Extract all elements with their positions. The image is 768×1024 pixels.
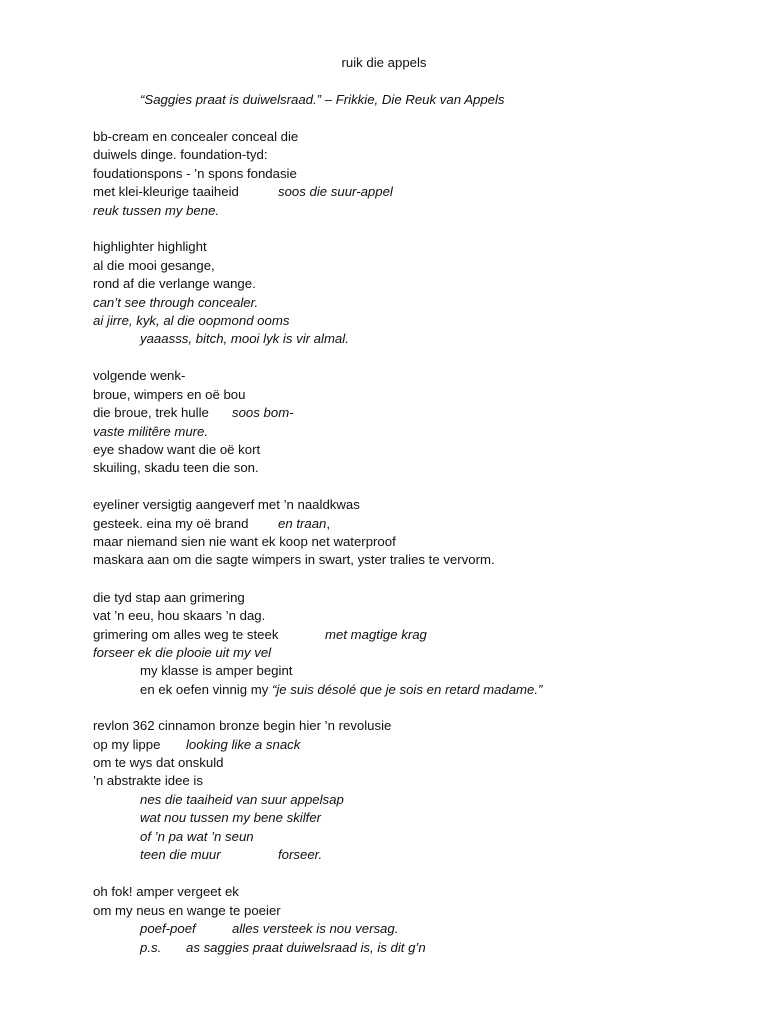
stanza-2-line-5: ai jirre, kyk, al die oopmond ooms xyxy=(93,313,290,328)
stanza-1-line-3: foudationspons - ’n spons fondasie xyxy=(93,166,297,181)
stanza-5-line-3-aside: met magtige krag xyxy=(325,627,427,642)
stanza-4-aside-comma: , xyxy=(326,516,331,531)
stanza-5-line-3: grimering om alles weg te steek xyxy=(93,627,279,642)
stanza-6-line-1: revlon 362 cinnamon bronze begin hier ’n revolusie xyxy=(93,718,392,733)
stanza-1-line-2: duiwels dinge. foundation-tyd: xyxy=(93,147,268,162)
stanza-7-line-4: p.s. xyxy=(140,940,162,955)
stanza-6-line-8: teen die muur xyxy=(140,847,221,862)
stanza-4-line-3: maar niemand sien nie want ek koop net waterproof xyxy=(93,534,396,549)
stanza-3-line-4: vaste militêre mure. xyxy=(93,424,209,439)
stanza-6-line-6: wat nou tussen my bene skilfer xyxy=(140,810,322,825)
stanza-2-line-4: can’t see through concealer. xyxy=(93,295,259,310)
stanza-3-line-3-aside: soos bom- xyxy=(232,405,294,420)
stanza-1-line-1: bb-cream en concealer conceal die xyxy=(93,129,299,144)
stanza-3-line-2: broue, wimpers en oë bou xyxy=(93,387,246,402)
stanza-5-french-quote: “je suis désolé que je sois en retard madame.” xyxy=(271,682,543,697)
stanza-7-line-3-aside: alles versteek is nou versag. xyxy=(232,921,399,936)
stanza-5-line-1: die tyd stap aan grimering xyxy=(93,590,245,605)
stanza-1-line-4-aside: soos die suur-appel xyxy=(278,184,393,199)
stanza-6-line-4: ’n abstrakte idee is xyxy=(93,773,203,788)
stanza-7-line-1: oh fok! amper vergeet ek xyxy=(93,884,239,899)
stanza-6-line-5: nes die taaiheid van suur appelsap xyxy=(140,792,344,807)
stanza-5-line-4: forseer ek die plooie uit my vel xyxy=(93,645,272,660)
stanza-7-line-2: om my neus en wange te poeier xyxy=(93,903,281,918)
stanza-3-line-3: die broue, trek hulle xyxy=(93,405,209,420)
stanza-6-line-8-aside: forseer. xyxy=(278,847,323,862)
stanza-2-line-2: al die mooi gesange, xyxy=(93,258,215,273)
stanza-2-line-1: highlighter highlight xyxy=(93,239,207,254)
stanza-5-line-5: my klasse is amper begint xyxy=(140,663,293,678)
stanza-1-line-5: reuk tussen my bene. xyxy=(93,203,220,218)
stanza-3-line-5: eye shadow want die oë kort xyxy=(93,442,261,457)
stanza-1-line-4: met klei-kleurige taaiheid xyxy=(93,184,239,199)
stanza-3-line-6: skuiling, skadu teen die son. xyxy=(93,460,259,475)
poem-title: ruik die appels xyxy=(341,55,427,70)
stanza-5-line-6 xyxy=(140,681,542,699)
stanza-2-line-3: rond af die verlange wange. xyxy=(93,276,256,291)
stanza-7-line-4-aside: as saggies praat duiwelsraad is, is dit g’n xyxy=(186,940,426,955)
stanza-6-line-3: om te wys dat onskuld xyxy=(93,755,224,770)
stanza-7-line-3: poef-poef xyxy=(140,921,196,936)
stanza-6-line-7: of ’n pa wat ’n seun xyxy=(140,829,254,844)
stanza-4-line-1: eyeliner versigtig aangeverf met ’n naaldkwas xyxy=(93,497,360,512)
stanza-6-line-2: op my lippe xyxy=(93,737,161,752)
stanza-5-line-2: vat ’n eeu, hou skaars ’n dag. xyxy=(93,608,266,623)
epigraph: “Saggies praat is duiwelsraad.” – Frikkie, Die Reuk van Appels xyxy=(140,92,505,107)
stanza-3-line-1: volgende wenk- xyxy=(93,368,186,383)
stanza-4-line-2-aside xyxy=(278,515,330,533)
stanza-4-aside-italic: en traan xyxy=(278,516,327,531)
stanza-5-line-6-text: en ek oefen vinnig my xyxy=(140,682,272,697)
stanza-4-line-2: gesteek. eina my oë brand xyxy=(93,516,249,531)
stanza-4-line-4: maskara aan om die sagte wimpers in swart, yster tralies te vervorm. xyxy=(93,552,495,567)
stanza-2-line-6: yaaasss, bitch, mooi lyk is vir almal. xyxy=(140,331,349,346)
stanza-6-line-2-aside: looking like a snack xyxy=(186,737,301,752)
